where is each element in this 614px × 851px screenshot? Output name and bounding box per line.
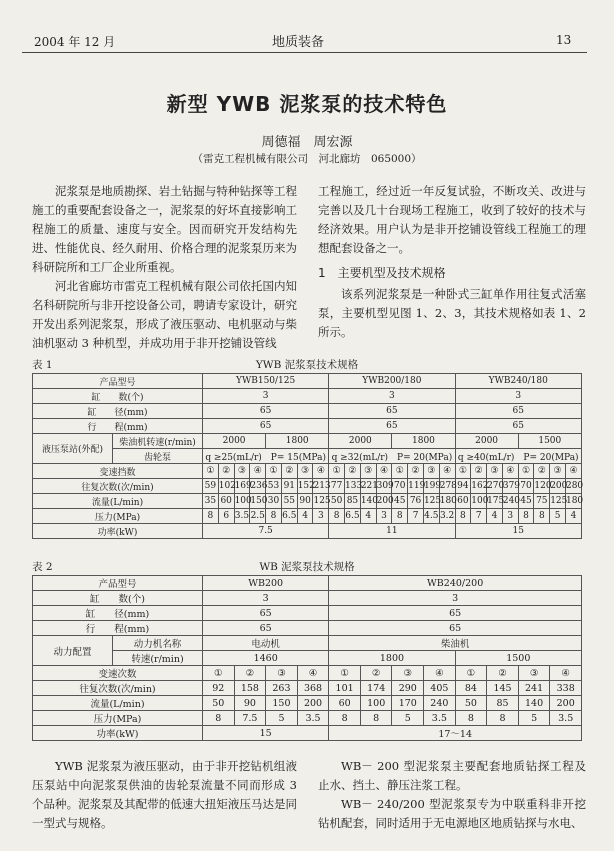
table-cell: ① xyxy=(455,666,487,681)
table-cell: YWB240/180 xyxy=(455,374,581,389)
table-cell: ① xyxy=(329,666,361,681)
table-cell: 152 xyxy=(297,479,313,494)
table-cell: 405 xyxy=(424,681,456,696)
table-cell: 4 xyxy=(297,509,313,524)
table-cell: ① xyxy=(392,464,408,479)
table-cell: 8 xyxy=(266,509,282,524)
table-cell: ② xyxy=(234,666,266,681)
table-cell: 140 xyxy=(360,494,376,509)
table-cell: 8 xyxy=(455,509,471,524)
table-cell: 309 xyxy=(376,479,392,494)
table-cell: ② xyxy=(345,464,361,479)
table-cell: 1500 xyxy=(518,434,581,449)
table-header: 功率(kW) xyxy=(33,524,203,539)
table-header: 产品型号 xyxy=(33,576,203,591)
table-header: 流量(L/min) xyxy=(33,494,203,509)
table-header: 流量(L/min) xyxy=(33,696,203,711)
table-row xyxy=(33,464,582,479)
table-row xyxy=(33,681,582,696)
table-cell: 7 xyxy=(408,509,424,524)
table-cell: 8 xyxy=(518,509,534,524)
table-cell: 200 xyxy=(297,696,329,711)
table-cell: ③ xyxy=(234,464,250,479)
table-header: 变速次数 xyxy=(33,666,203,681)
left-column xyxy=(32,182,297,353)
table-cell: 102 xyxy=(218,479,234,494)
table-cell: 278 xyxy=(439,479,455,494)
table-cell: 3 xyxy=(502,509,518,524)
table-cell: ① xyxy=(203,464,219,479)
table-row xyxy=(33,576,582,591)
table2 xyxy=(32,575,582,741)
table-row xyxy=(33,666,582,681)
table-cell: 8 xyxy=(392,509,408,524)
table-header: 柴油机转速(r/min) xyxy=(113,434,203,449)
table-header: 压力(MPa) xyxy=(33,711,203,726)
table-cell: ④ xyxy=(502,464,518,479)
table-cell: 140 xyxy=(518,696,550,711)
table1-caption: YWB 泥浆泵技术规格 xyxy=(255,359,359,371)
table-cell: 6.5 xyxy=(281,509,297,524)
table-header: 缸 径(mm) xyxy=(33,606,203,621)
table-row xyxy=(33,509,582,524)
table1-label: 表 1 xyxy=(32,359,53,371)
table-cell: 240 xyxy=(424,696,456,711)
table-cell: 59 xyxy=(203,479,219,494)
paragraph: WB－ 240/200 型泥浆泵专为中联重科非开挖钻机配套，同时适用于无电源地区地质钻探与水电、 xyxy=(318,797,586,830)
table-header: 压力(MPa) xyxy=(33,509,203,524)
table-cell: 150 xyxy=(250,494,266,509)
table-cell: 180 xyxy=(565,494,581,509)
table-cell: 3.5 xyxy=(234,509,250,524)
table-cell: 241 xyxy=(518,681,550,696)
article-title: 新型 YWB 泥浆泵的技术特色 xyxy=(166,92,448,116)
table-cell: 4 xyxy=(487,509,503,524)
table-row xyxy=(33,494,582,509)
affiliation: （雷克工程机械有限公司 河北廊坊 065000） xyxy=(192,153,422,165)
paragraph: 泥浆泵是地质勘探、岩土钻掘与特种钻探等工程施工的重要配套设备之一，泥浆泵的好坏直接影响工程施工的质量、速度与安全。因而研究开发结构先进、性能优良、经久耐用、价格合理的泥浆泵历来为科研院所和工厂企业所重视。 xyxy=(32,184,297,274)
table-cell: 65 xyxy=(329,606,582,621)
table-cell: 3 xyxy=(203,591,329,606)
table-cell: 4.5 xyxy=(423,509,439,524)
table-cell: ① xyxy=(203,666,235,681)
table-cell: 200 xyxy=(376,494,392,509)
table-cell: 8 xyxy=(534,509,550,524)
table-cell: 133 xyxy=(345,479,361,494)
table-cell: 65 xyxy=(203,404,329,419)
table-cell: 240 xyxy=(502,494,518,509)
table-cell: ② xyxy=(218,464,234,479)
table-cell: 263 xyxy=(266,681,298,696)
table-cell: 1800 xyxy=(266,434,329,449)
section-heading: 1 主要机型及技术规格 xyxy=(318,266,446,280)
table-cell: 15 xyxy=(455,524,581,539)
table-cell: 1800 xyxy=(392,434,455,449)
table-cell: 65 xyxy=(329,621,582,636)
table-cell: 7.5 xyxy=(203,524,329,539)
table-cell: 100 xyxy=(471,494,487,509)
table-cell: 174 xyxy=(360,681,392,696)
table-cell: 119 xyxy=(408,479,424,494)
table-cell: 70 xyxy=(518,479,534,494)
bottom-right-column xyxy=(318,757,586,833)
table-cell: q ≥40(mL/r) P= 20(MPa) xyxy=(455,449,581,464)
table-cell: 3 xyxy=(313,509,329,524)
table-cell: 65 xyxy=(203,606,329,621)
table-cell: 91 xyxy=(281,479,297,494)
table-cell: 270 xyxy=(487,479,503,494)
table-cell: 65 xyxy=(329,404,455,419)
table-cell: ④ xyxy=(565,464,581,479)
table-cell: 8 xyxy=(203,711,235,726)
table-cell: YWB200/180 xyxy=(329,374,455,389)
right-column xyxy=(318,182,586,342)
table-cell: 170 xyxy=(392,696,424,711)
table-cell: 17～14 xyxy=(329,726,582,741)
table-cell: 2000 xyxy=(203,434,266,449)
table-cell: q ≥25(mL/r) P= 15(MPa) xyxy=(203,449,329,464)
table-cell: 90 xyxy=(297,494,313,509)
table-cell: 158 xyxy=(234,681,266,696)
table-cell: 85 xyxy=(345,494,361,509)
table-cell: ① xyxy=(266,464,282,479)
table-row xyxy=(33,606,582,621)
table-cell: 5 xyxy=(266,711,298,726)
table-cell: 3 xyxy=(329,591,582,606)
table-cell: 50 xyxy=(455,696,487,711)
table-cell: 3 xyxy=(329,389,455,404)
table-cell: 3.5 xyxy=(297,711,329,726)
table-header: 动力配置 xyxy=(33,636,113,666)
table-cell: 8 xyxy=(203,509,219,524)
table-cell: 125 xyxy=(550,494,566,509)
table-cell: 35 xyxy=(203,494,219,509)
table-header: 往复次数(次/min) xyxy=(33,479,203,494)
paragraph: 工程施工，经过近一年反复试验，不断攻关、改进与完善以及几十台现场工程施工，收到了较好的技术与经济效果。用户认为是非开挖铺设管线工程施工的理想配套设备之一。 xyxy=(318,184,586,255)
table-cell: 77 xyxy=(329,479,345,494)
table-cell: 60 xyxy=(455,494,471,509)
table-cell: 60 xyxy=(218,494,234,509)
table-cell: 2.5 xyxy=(250,509,266,524)
table-cell: ③ xyxy=(360,464,376,479)
table-row xyxy=(33,374,582,389)
table-cell: 50 xyxy=(329,494,345,509)
table-cell: 75 xyxy=(534,494,550,509)
table-cell: 4 xyxy=(360,509,376,524)
table-cell: ② xyxy=(408,464,424,479)
table-cell: 8 xyxy=(455,711,487,726)
table-cell: 11 xyxy=(329,524,455,539)
table-cell: 30 xyxy=(266,494,282,509)
table-cell: 6 xyxy=(218,509,234,524)
table-cell: 100 xyxy=(360,696,392,711)
table-cell: ③ xyxy=(423,464,439,479)
table-cell: 200 xyxy=(550,696,582,711)
running-header-date: 2004 年 12 月 xyxy=(34,35,116,49)
table-cell: 3 xyxy=(376,509,392,524)
table-cell: 柴油机 xyxy=(329,636,582,651)
paragraph: WB－ 200 型泥浆泵主要配套地质钻探工程及止水、挡土、静压注浆工程。 xyxy=(318,759,586,792)
table-cell: ③ xyxy=(487,464,503,479)
table-cell: 100 xyxy=(234,494,250,509)
table-cell: ① xyxy=(329,464,345,479)
table-cell: 45 xyxy=(392,494,408,509)
table-row xyxy=(33,621,582,636)
table-header: 行 程(mm) xyxy=(33,621,203,636)
table-header: 转速(r/min) xyxy=(113,651,203,666)
table-header: 缸 径(mm) xyxy=(33,404,203,419)
table-cell: WB240/200 xyxy=(329,576,582,591)
paragraph: 河北省廊坊市雷克工程机械有限公司依托国内知名科研院所与非开挖设备公司，聘请专家设计，研究开发出系列泥浆泵，形成了液压驱动、电机驱动与柴油机驱动 3 种机型，并成功用于非开挖铺设管线 xyxy=(32,279,297,350)
table-cell: 5 xyxy=(518,711,550,726)
table-cell: 50 xyxy=(203,696,235,711)
table-cell: 200 xyxy=(550,479,566,494)
table-cell: 180 xyxy=(439,494,455,509)
running-header-journal: 地质装备 xyxy=(272,35,325,50)
table-cell: 169 xyxy=(234,479,250,494)
table-cell: 65 xyxy=(203,621,329,636)
table-cell: ④ xyxy=(424,666,456,681)
page-number: 13 xyxy=(556,33,572,47)
table-cell: 2000 xyxy=(455,434,518,449)
table-cell: ③ xyxy=(297,464,313,479)
table-cell: 3.5 xyxy=(550,711,582,726)
table-row xyxy=(33,711,582,726)
authors: 周德福 周宏源 xyxy=(261,135,353,150)
table-cell: 85 xyxy=(487,696,519,711)
table-cell: 8 xyxy=(329,711,361,726)
table-cell: 5 xyxy=(550,509,566,524)
table-cell: 92 xyxy=(203,681,235,696)
table-cell: ④ xyxy=(313,464,329,479)
table-cell: 379 xyxy=(502,479,518,494)
table-cell: 55 xyxy=(281,494,297,509)
table-header: 动力机名称 xyxy=(113,636,203,651)
table-row xyxy=(33,524,582,539)
table-cell: ④ xyxy=(376,464,392,479)
table-cell: 213 xyxy=(313,479,329,494)
table-cell: ② xyxy=(471,464,487,479)
table-cell: 65 xyxy=(203,419,329,434)
table-row xyxy=(33,389,582,404)
table-cell: WB200 xyxy=(203,576,329,591)
table-cell: ④ xyxy=(550,666,582,681)
table1 xyxy=(32,373,582,539)
table-cell: 145 xyxy=(487,681,519,696)
table-cell: ③ xyxy=(518,666,550,681)
table-cell: ② xyxy=(534,464,550,479)
table-cell: 65 xyxy=(455,404,581,419)
table-row xyxy=(33,636,582,651)
table-cell: 125 xyxy=(313,494,329,509)
table-header: 行 程(mm) xyxy=(33,419,203,434)
table-row xyxy=(33,434,582,449)
table-cell: 150 xyxy=(266,696,298,711)
table-cell: 5 xyxy=(392,711,424,726)
paragraph: YWB 泥浆泵为液压驱动，由于非开挖钻机组液压泵站中向泥浆泵供油的齿轮泵流量不同而形成 3 个品种。泥浆泵及其配带的低速大扭矩液压马达是同一型式与规格。 xyxy=(32,759,297,830)
table2-label: 表 2 xyxy=(32,561,53,573)
table-cell: 7 xyxy=(471,509,487,524)
table-cell: 60 xyxy=(329,696,361,711)
table-row xyxy=(33,696,582,711)
table-cell: 221 xyxy=(360,479,376,494)
table-cell: 199 xyxy=(423,479,439,494)
table-cell: 280 xyxy=(565,479,581,494)
table-cell: 45 xyxy=(518,494,534,509)
table-cell: 65 xyxy=(455,419,581,434)
table-cell: 15 xyxy=(203,726,329,741)
table-cell: 电动机 xyxy=(203,636,329,651)
table-cell: 4 xyxy=(565,509,581,524)
table-cell: 120 xyxy=(534,479,550,494)
table-header: 缸 数(个) xyxy=(33,591,203,606)
table-cell: 8 xyxy=(360,711,392,726)
table-cell: 8 xyxy=(329,509,345,524)
table-cell: ③ xyxy=(550,464,566,479)
table-cell: 175 xyxy=(487,494,503,509)
header-rule xyxy=(22,52,587,53)
table-cell: 3 xyxy=(203,389,329,404)
table-cell: 70 xyxy=(392,479,408,494)
table-cell: 7.5 xyxy=(234,711,266,726)
table-row xyxy=(33,479,582,494)
table-header: 功率(kW) xyxy=(33,726,203,741)
table-cell: 1800 xyxy=(329,651,455,666)
table-row xyxy=(33,419,582,434)
table-cell: ② xyxy=(360,666,392,681)
table-cell: 236 xyxy=(250,479,266,494)
table-row xyxy=(33,404,582,419)
table-cell: ④ xyxy=(439,464,455,479)
bottom-left-column xyxy=(32,757,297,833)
table-cell: ① xyxy=(455,464,471,479)
table-header: 往复次数(次/min) xyxy=(33,681,203,696)
table-cell: 65 xyxy=(329,419,455,434)
table-cell: ① xyxy=(518,464,534,479)
table-cell: 338 xyxy=(550,681,582,696)
table-cell: 3.5 xyxy=(424,711,456,726)
table-header: 产品型号 xyxy=(33,374,203,389)
table-header: 液压泵站(外配) xyxy=(33,434,113,464)
table-cell: 76 xyxy=(408,494,424,509)
table-cell: 368 xyxy=(297,681,329,696)
table-header: 齿轮泵 xyxy=(113,449,203,464)
table-cell: 1460 xyxy=(203,651,329,666)
table-cell: 3.2 xyxy=(439,509,455,524)
table-cell: 2000 xyxy=(329,434,392,449)
table-row xyxy=(33,449,582,464)
table2-caption: WB 泥浆泵技术规格 xyxy=(259,561,355,573)
table-cell: 125 xyxy=(423,494,439,509)
table-cell: 6.5 xyxy=(345,509,361,524)
table-cell: 290 xyxy=(392,681,424,696)
table-cell: ④ xyxy=(297,666,329,681)
table-row xyxy=(33,651,582,666)
table-header: 缸 数(个) xyxy=(33,389,203,404)
table-cell: 94 xyxy=(455,479,471,494)
table-cell: ③ xyxy=(392,666,424,681)
table-cell: ② xyxy=(281,464,297,479)
table-cell: 3 xyxy=(455,389,581,404)
table-cell: ③ xyxy=(266,666,298,681)
table-cell: 101 xyxy=(329,681,361,696)
table-cell: YWB150/125 xyxy=(203,374,329,389)
table-cell: 84 xyxy=(455,681,487,696)
table-cell: ④ xyxy=(250,464,266,479)
table-cell: 1500 xyxy=(455,651,581,666)
table-cell: ② xyxy=(487,666,519,681)
table-cell: q ≥32(mL/r) P= 20(MPa) xyxy=(329,449,455,464)
table-cell: 53 xyxy=(266,479,282,494)
table-header: 变速挡数 xyxy=(33,464,203,479)
table-cell: 8 xyxy=(487,711,519,726)
table-row xyxy=(33,726,582,741)
paragraph: 该系列泥浆泵是一种卧式三缸单作用往复式活塞泵，主要机型见图 1、2、3，其技术规格如表 1、2 所示。 xyxy=(318,287,586,339)
table-cell: 90 xyxy=(234,696,266,711)
table-cell: 162 xyxy=(471,479,487,494)
table-row xyxy=(33,591,582,606)
